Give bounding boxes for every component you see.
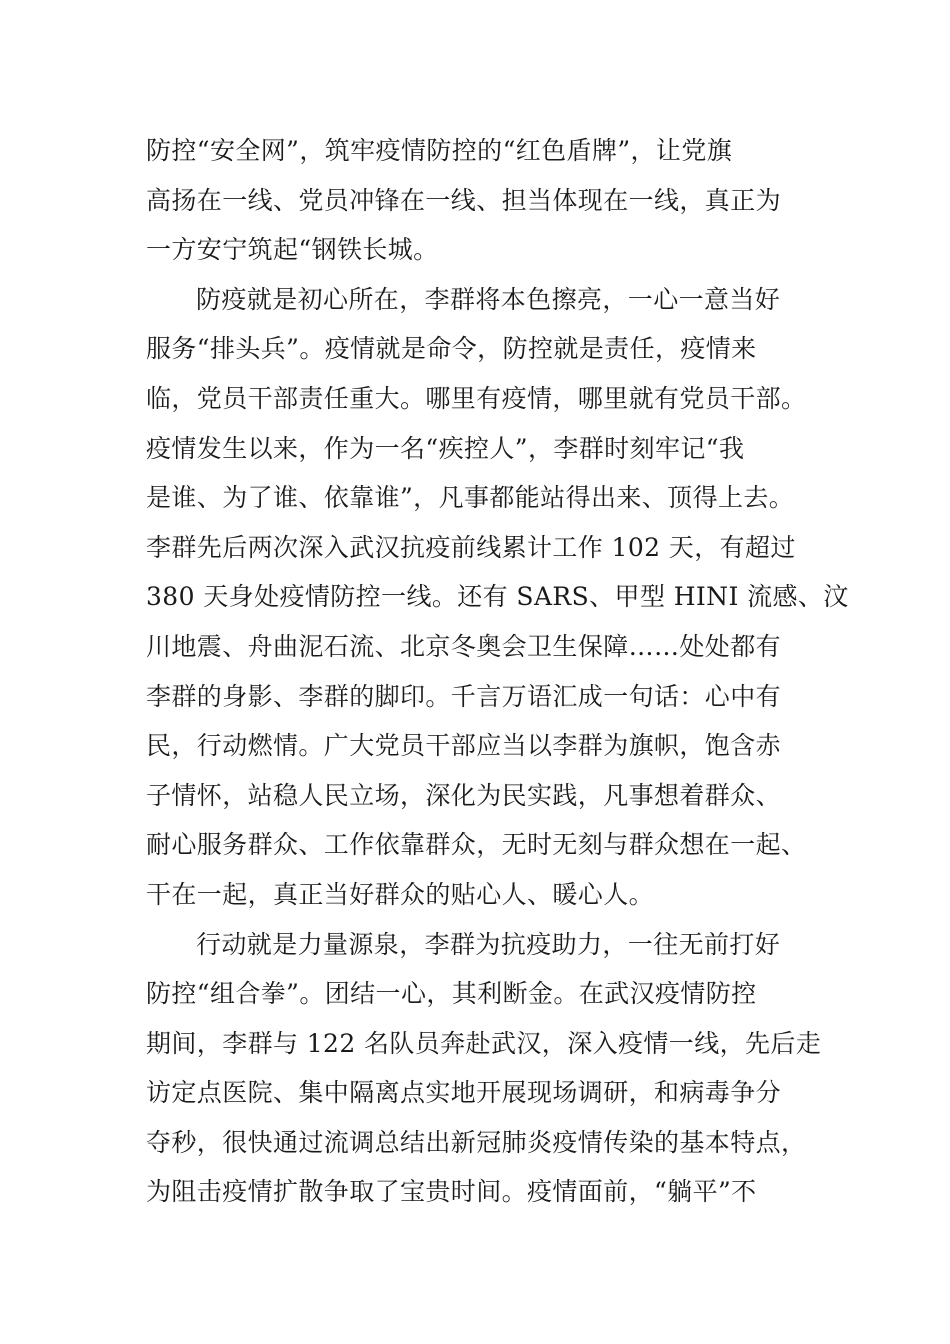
paragraph-first-line: 行动就是力量源泉，李群为抗疫助力，一往无前打好 — [196, 929, 781, 959]
text-line: 夺秒，很快通过流调总结出新冠肺炎疫情传染的基本特点， — [146, 1127, 807, 1157]
text-line: 380 天身处疫情防控一线。还有 SARS、甲型 HINI 流感、汶 — [146, 582, 849, 612]
text-line: 防控“组合拳”。团结一心，其利断金。在武汉疫情防控 — [146, 979, 757, 1009]
text-line: 子情怀，站稳人民立场，深化为民实践，凡事想着群众、 — [146, 780, 782, 810]
text-line: 是谁、为了谁、依靠谁”，凡事都能站得出来、顶得上去。 — [146, 483, 795, 513]
text-line: 为阻击疫情扩散争取了宝贵时间。疫情面前，“躺平”不 — [146, 1177, 757, 1207]
body-text — [146, 126, 849, 1217]
text-line: 高扬在一线、党员冲锋在一线、担当体现在一线，真正为 — [146, 185, 782, 215]
text-line: 李群的身影、李群的脚印。千言万语汇成一句话：心中有 — [146, 681, 782, 711]
text-line: 李群先后两次深入武汉抗疫前线累计工作 102 天，有超过 — [146, 532, 796, 562]
text-line: 期间，李群与 122 名队员奔赴武汉，深入疫情一线，先后走 — [146, 1028, 822, 1058]
text-line: 川地震、舟曲泥石流、北京冬奥会卫生保障……处处都有 — [146, 631, 782, 661]
text-line: 服务“排头兵”。疫情就是命令，防控就是责任，疫情来 — [146, 334, 757, 364]
text-line: 临，党员干部责任重大。哪里有疫情，哪里就有党员干部。 — [146, 383, 807, 413]
text-line: 一方安宁筑起“钢铁长城。 — [146, 235, 439, 265]
text-line: 访定点医院、集中隔离点实地开展现场调研，和病毒争分 — [146, 1078, 782, 1108]
paragraph-first-line: 防疫就是初心所在，李群将本色擦亮，一心一意当好 — [196, 284, 781, 314]
text-line: 防控“安全网”，筑牢疫情防控的“红色盾牌”，让党旗 — [146, 136, 733, 165]
text-line: 耐心服务群众、工作依靠群众，无时无刻与群众想在一起、 — [146, 830, 807, 860]
text-line: 民，行动燃情。广大党员干部应当以李群为旗帜，饱含赤 — [146, 731, 782, 761]
text-line: 干在一起，真正当好群众的贴心人、暖心人。 — [146, 879, 655, 909]
text-line: 疫情发生以来，作为一名“疾控人”，李群时刻牢记“我 — [146, 433, 745, 463]
